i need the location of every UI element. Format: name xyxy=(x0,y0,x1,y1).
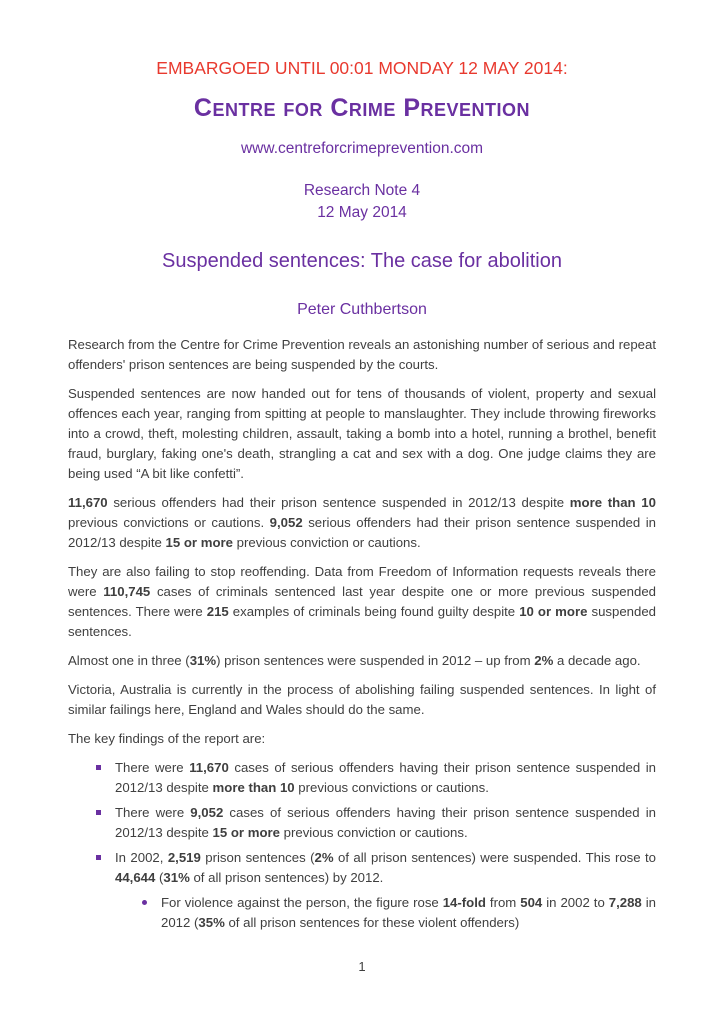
bullet-text: In 2002, 2,519 prison sentences (2% of all prison sentences) were suspended. This rose to 44,644 (31% of all prison sentences) by 2012. xyxy=(115,850,657,885)
bullet-item xyxy=(68,848,656,888)
sub-bullet-item xyxy=(68,893,656,933)
paragraph: Suspended sentences are now handed out for tens of thousands of violent, property and sexual offences each year, ranging from spitting at people to manslaughter. They include throwing fireworks into a crowd, theft, molesting children, assault, taking a bomb into a hotel, running a brothel, benefit fraud, burglary, faking one's death, strangling a cat and sex with a dog. One judge claims they are being used “A bit like confetti”. xyxy=(68,386,656,481)
bullet-item xyxy=(68,758,656,798)
page-number: 1 xyxy=(358,959,366,974)
document-title: Suspended sentences: The case for abolition xyxy=(162,250,562,272)
square-bullet-icon xyxy=(96,855,101,860)
round-bullet-icon xyxy=(142,900,147,905)
website-link[interactable]: www.centreforcrimeprevention.com xyxy=(240,140,484,157)
bullet-text: There were 11,670 cases of serious offenders having their prison sentence suspended in 2012/13 despite more than 10 previous convictions or cautions. xyxy=(115,760,656,795)
paragraph: 11,670 serious offenders had their prison sentence suspended in 2012/13 despite more than 10 previous convictions or cautions. 9,052 serious offenders had their prison sentence suspended in 2012/13 despite 15 or more previous conviction or cautions. xyxy=(68,495,656,550)
paragraph: Almost one in three (31%) prison sentences were suspended in 2012 – up from 2% a decade ago. xyxy=(68,653,641,668)
document-meta xyxy=(68,180,656,224)
date-label: 12 May 2014 xyxy=(317,204,407,221)
embargo-notice: EMBARGOED UNTIL 00:01 MONDAY 12 MAY 2014: xyxy=(156,58,568,78)
paragraph: Victoria, Australia is currently in the process of abolishing failing suspended sentences. In light of similar failings here, England and Wales should do the same. xyxy=(68,682,656,717)
square-bullet-icon xyxy=(96,810,101,815)
bullet-text: There were 9,052 cases of serious offenders having their prison sentence suspended in 2012/13 despite 15 or more previous conviction or cautions. xyxy=(115,805,656,840)
bullet-text: For violence against the person, the figure rose 14-fold from 504 in 2002 to 7,288 in 2012 (35% of all prison sentences for these violent offenders) xyxy=(161,895,656,930)
paragraph: They are also failing to stop reoffending. Data from Freedom of Information requests reveals there were 110,745 cases of criminals sentenced last year despite one or more previous suspended sentences. There were 215 examples of criminals being found guilty despite 10 or more suspended sentences. xyxy=(68,564,656,639)
research-note-label: Research Note 4 xyxy=(303,182,421,199)
paragraph: The key findings of the report are: xyxy=(68,731,266,746)
bullet-item xyxy=(68,803,656,843)
organization-title: Centre for Crime Prevention xyxy=(193,94,531,122)
body-content xyxy=(68,335,656,933)
author-name: Peter Cuthbertson xyxy=(297,301,427,318)
paragraph: Research from the Centre for Crime Prevention reveals an astonishing number of serious and repeat offenders' prison sentences are being suspended by the courts. xyxy=(68,337,656,372)
square-bullet-icon xyxy=(96,765,101,770)
